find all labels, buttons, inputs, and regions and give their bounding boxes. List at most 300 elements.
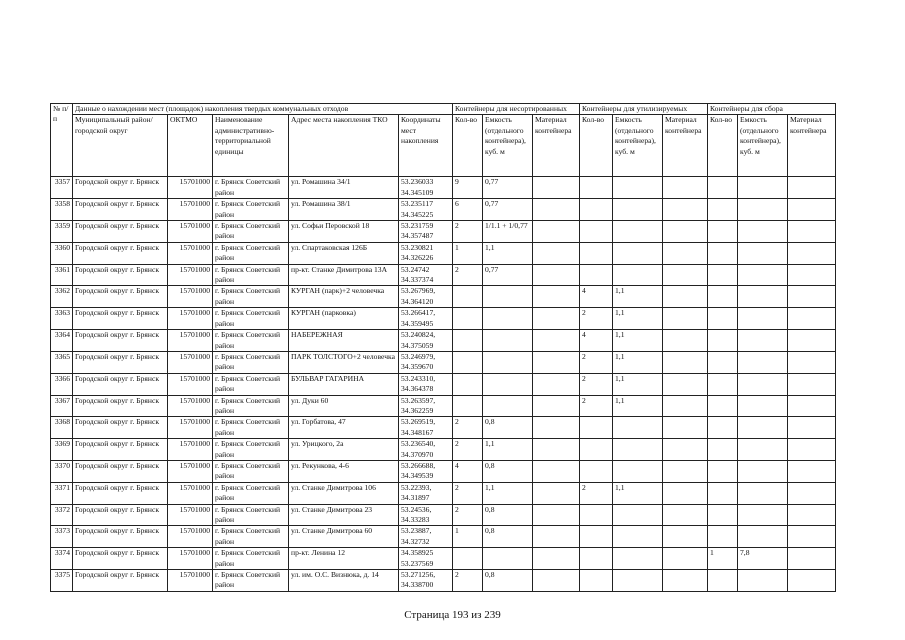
oktmo-cell: 15701000 — [168, 308, 213, 330]
recycle-material-cell — [663, 548, 708, 570]
header-unsorted-capacity: Емкость (отдельного контейнера), куб. м — [483, 115, 533, 177]
recycle-material-cell — [663, 395, 708, 417]
unsorted-qty-cell: 4 — [453, 460, 483, 482]
district-cell: Городской округ г. Брянск — [73, 373, 168, 395]
table-row — [51, 286, 836, 308]
oktmo-cell: 15701000 — [168, 417, 213, 439]
recycle-capacity-cell — [613, 199, 663, 221]
collect-capacity-cell — [738, 482, 788, 504]
header-collect-capacity: Емкость (отдельного контейнера), куб. м — [738, 115, 788, 177]
recycle-material-cell — [663, 264, 708, 286]
oktmo-cell: 15701000 — [168, 570, 213, 592]
recycle-material-cell — [663, 482, 708, 504]
district-cell: Городской округ г. Брянск — [73, 460, 168, 482]
unsorted-material-cell — [533, 242, 580, 264]
recycle-capacity-cell — [613, 221, 663, 243]
recycle-capacity-cell: 1,1 — [613, 373, 663, 395]
coords-cell: 53.230821 34.326226 — [399, 242, 453, 264]
recycle-qty-cell — [580, 504, 613, 526]
coords-cell: 53.235117 34.345225 — [399, 199, 453, 221]
row-number: 3365 — [51, 351, 73, 373]
table-row — [51, 570, 836, 592]
coords-cell: 53.24742 34.337374 — [399, 264, 453, 286]
collect-material-cell — [788, 351, 836, 373]
unsorted-qty-cell: 2 — [453, 504, 483, 526]
row-number: 3360 — [51, 242, 73, 264]
oktmo-cell: 15701000 — [168, 395, 213, 417]
address-cell: ул. им. О.С. Визнюка, д. 14 — [289, 570, 399, 592]
coords-cell: 53.267969, 34.364120 — [399, 286, 453, 308]
coords-cell: 53.266688, 34.349539 — [399, 460, 453, 482]
collect-qty-cell — [708, 439, 738, 461]
recycle-capacity-cell: 1,1 — [613, 482, 663, 504]
address-cell: пр-кт. Станке Димитрова 13А — [289, 264, 399, 286]
coords-cell: 53.23887, 34.32732 — [399, 526, 453, 548]
collect-material-cell — [788, 308, 836, 330]
recycle-capacity-cell — [613, 504, 663, 526]
recycle-capacity-cell: 1,1 — [613, 286, 663, 308]
unsorted-material-cell — [533, 504, 580, 526]
unsorted-capacity-cell: 0,77 — [483, 264, 533, 286]
oktmo-cell: 15701000 — [168, 286, 213, 308]
collect-qty-cell — [708, 221, 738, 243]
coords-cell: 53.22393, 34.31897 — [399, 482, 453, 504]
unsorted-qty-cell — [453, 330, 483, 352]
collect-qty-cell — [708, 199, 738, 221]
collect-qty-cell — [708, 482, 738, 504]
oktmo-cell: 15701000 — [168, 548, 213, 570]
collect-material-cell — [788, 199, 836, 221]
collect-capacity-cell — [738, 351, 788, 373]
unsorted-material-cell — [533, 526, 580, 548]
unsorted-material-cell — [533, 199, 580, 221]
admin-unit-cell: г. Брянск Советский район — [213, 242, 289, 264]
unsorted-capacity-cell — [483, 395, 533, 417]
oktmo-cell: 15701000 — [168, 330, 213, 352]
coords-cell: 53.24536, 34.33283 — [399, 504, 453, 526]
admin-unit-cell: г. Брянск Советский район — [213, 308, 289, 330]
collect-material-cell — [788, 373, 836, 395]
collect-material-cell — [788, 504, 836, 526]
collect-qty-cell — [708, 351, 738, 373]
table-row — [51, 242, 836, 264]
collect-qty-cell: 1 — [708, 548, 738, 570]
recycle-qty-cell: 2 — [580, 308, 613, 330]
collect-capacity-cell — [738, 460, 788, 482]
district-cell: Городской округ г. Брянск — [73, 395, 168, 417]
district-cell: Городской округ г. Брянск — [73, 199, 168, 221]
collect-capacity-cell — [738, 570, 788, 592]
oktmo-cell: 15701000 — [168, 373, 213, 395]
unsorted-capacity-cell: 1,1 — [483, 242, 533, 264]
collect-material-cell — [788, 439, 836, 461]
header-coords: Координаты мест накопления — [399, 115, 453, 177]
recycle-capacity-cell — [613, 177, 663, 199]
admin-unit-cell: г. Брянск Советский район — [213, 417, 289, 439]
collect-capacity-cell — [738, 199, 788, 221]
collect-qty-cell — [708, 395, 738, 417]
table-row — [51, 439, 836, 461]
unsorted-material-cell — [533, 264, 580, 286]
recycle-capacity-cell — [613, 570, 663, 592]
collect-qty-cell — [708, 308, 738, 330]
unsorted-capacity-cell — [483, 548, 533, 570]
coords-cell: 53.243310, 34.364378 — [399, 373, 453, 395]
recycle-qty-cell — [580, 221, 613, 243]
admin-unit-cell: г. Брянск Советский район — [213, 177, 289, 199]
table-row — [51, 460, 836, 482]
collect-capacity-cell — [738, 221, 788, 243]
oktmo-cell: 15701000 — [168, 221, 213, 243]
table-row — [51, 526, 836, 548]
group-header-row — [51, 104, 836, 115]
recycle-qty-cell — [580, 439, 613, 461]
collect-material-cell — [788, 526, 836, 548]
admin-unit-cell: г. Брянск Советский район — [213, 460, 289, 482]
recycle-material-cell — [663, 417, 708, 439]
admin-unit-cell: г. Брянск Советский район — [213, 395, 289, 417]
collect-capacity-cell — [738, 330, 788, 352]
table-row — [51, 417, 836, 439]
district-cell: Городской округ г. Брянск — [73, 504, 168, 526]
recycle-capacity-cell — [613, 264, 663, 286]
admin-unit-cell: г. Брянск Советский район — [213, 548, 289, 570]
address-cell: ул. Спартаковская 126Б — [289, 242, 399, 264]
unsorted-capacity-cell: 1,1 — [483, 439, 533, 461]
collect-capacity-cell — [738, 504, 788, 526]
collect-material-cell — [788, 330, 836, 352]
unsorted-capacity-cell — [483, 351, 533, 373]
collect-qty-cell — [708, 417, 738, 439]
unsorted-qty-cell: 2 — [453, 439, 483, 461]
row-number: 3363 — [51, 308, 73, 330]
recycle-material-cell — [663, 286, 708, 308]
table-row — [51, 395, 836, 417]
recycle-qty-cell: 2 — [580, 395, 613, 417]
collect-material-cell — [788, 417, 836, 439]
district-cell: Городской округ г. Брянск — [73, 417, 168, 439]
unsorted-material-cell — [533, 460, 580, 482]
collect-qty-cell — [708, 570, 738, 592]
row-number: 3375 — [51, 570, 73, 592]
unsorted-qty-cell: 2 — [453, 221, 483, 243]
address-cell: ПАРК ТОЛСТОГО+2 человечка — [289, 351, 399, 373]
unsorted-capacity-cell: 0,8 — [483, 570, 533, 592]
unsorted-qty-cell: 6 — [453, 199, 483, 221]
table-row — [51, 482, 836, 504]
district-cell: Городской округ г. Брянск — [73, 177, 168, 199]
admin-unit-cell: г. Брянск Советский район — [213, 504, 289, 526]
oktmo-cell: 15701000 — [168, 351, 213, 373]
unsorted-material-cell — [533, 308, 580, 330]
oktmo-cell: 15701000 — [168, 199, 213, 221]
coords-cell: 53.263597, 34.362259 — [399, 395, 453, 417]
recycle-qty-cell — [580, 242, 613, 264]
collect-material-cell — [788, 395, 836, 417]
admin-unit-cell: г. Брянск Советский район — [213, 330, 289, 352]
header-recycle-capacity: Емкость (отдельного контейнера), куб. м — [613, 115, 663, 177]
header-group-unsorted: Контейнеры для несортированных — [453, 104, 580, 115]
header-address: Адрес места накопления ТКО — [289, 115, 399, 177]
coords-cell: 53.271256, 34.338700 — [399, 570, 453, 592]
recycle-capacity-cell — [613, 460, 663, 482]
collect-capacity-cell — [738, 373, 788, 395]
address-cell: ул. Ромашина 34/1 — [289, 177, 399, 199]
recycle-qty-cell: 4 — [580, 330, 613, 352]
collect-capacity-cell — [738, 417, 788, 439]
address-cell: КУРГАН (парковка) — [289, 308, 399, 330]
district-cell: Городской округ г. Брянск — [73, 308, 168, 330]
recycle-material-cell — [663, 308, 708, 330]
recycle-qty-cell: 2 — [580, 351, 613, 373]
table-row — [51, 351, 836, 373]
unsorted-qty-cell — [453, 351, 483, 373]
recycle-capacity-cell: 1,1 — [613, 395, 663, 417]
recycle-material-cell — [663, 199, 708, 221]
row-number: 3372 — [51, 504, 73, 526]
recycle-capacity-cell: 1,1 — [613, 330, 663, 352]
admin-unit-cell: г. Брянск Советский район — [213, 482, 289, 504]
header-district: Муниципальный район/городской округ — [73, 115, 168, 177]
coords-cell: 53.240824, 34.375059 — [399, 330, 453, 352]
oktmo-cell: 15701000 — [168, 242, 213, 264]
district-cell: Городской округ г. Брянск — [73, 570, 168, 592]
collect-capacity-cell — [738, 242, 788, 264]
row-number: 3362 — [51, 286, 73, 308]
recycle-material-cell — [663, 526, 708, 548]
address-cell: ул. Станке Димитрова 106 — [289, 482, 399, 504]
coords-cell: 34.358925 53.237569 — [399, 548, 453, 570]
recycle-qty-cell — [580, 417, 613, 439]
header-admin: Наименование административно-территориальной единицы — [213, 115, 289, 177]
unsorted-qty-cell — [453, 308, 483, 330]
row-number: 3366 — [51, 373, 73, 395]
coords-cell: 53.269519, 34.348167 — [399, 417, 453, 439]
recycle-qty-cell — [580, 460, 613, 482]
header-unsorted-qty: Кол-во — [453, 115, 483, 177]
district-cell: Городской округ г. Брянск — [73, 242, 168, 264]
recycle-capacity-cell — [613, 548, 663, 570]
oktmo-cell: 15701000 — [168, 482, 213, 504]
header-group-main: Данные о нахождении мест (площадок) накопления твердых коммунальных отходов — [73, 104, 453, 115]
row-number: 3370 — [51, 460, 73, 482]
unsorted-material-cell — [533, 548, 580, 570]
recycle-material-cell — [663, 570, 708, 592]
collect-capacity-cell — [738, 439, 788, 461]
recycle-material-cell — [663, 439, 708, 461]
row-number: 3361 — [51, 264, 73, 286]
collect-material-cell — [788, 242, 836, 264]
address-cell: ул. Станке Димитрова 60 — [289, 526, 399, 548]
table-row — [51, 177, 836, 199]
unsorted-capacity-cell: 0,77 — [483, 177, 533, 199]
address-cell: ул. Рекункова, 4-6 — [289, 460, 399, 482]
unsorted-qty-cell: 2 — [453, 570, 483, 592]
recycle-material-cell — [663, 504, 708, 526]
header-num: № п/п — [51, 104, 73, 177]
district-cell: Городской округ г. Брянск — [73, 286, 168, 308]
admin-unit-cell: г. Брянск Советский район — [213, 351, 289, 373]
oktmo-cell: 15701000 — [168, 439, 213, 461]
page-number: Страница 193 из 239 — [404, 609, 501, 621]
waste-sites-table — [50, 103, 836, 592]
unsorted-qty-cell: 9 — [453, 177, 483, 199]
admin-unit-cell: г. Брянск Советский район — [213, 286, 289, 308]
recycle-material-cell — [663, 351, 708, 373]
collect-qty-cell — [708, 526, 738, 548]
district-cell: Городской округ г. Брянск — [73, 526, 168, 548]
recycle-material-cell — [663, 460, 708, 482]
unsorted-qty-cell — [453, 286, 483, 308]
row-number: 3368 — [51, 417, 73, 439]
recycle-qty-cell — [580, 199, 613, 221]
unsorted-material-cell — [533, 177, 580, 199]
address-cell: ул. Станке Димитрова 23 — [289, 504, 399, 526]
admin-unit-cell: г. Брянск Советский район — [213, 264, 289, 286]
coords-cell: 53.231759 34.357487 — [399, 221, 453, 243]
unsorted-capacity-cell — [483, 330, 533, 352]
address-cell: ул. Ромашина 38/1 — [289, 199, 399, 221]
admin-unit-cell: г. Брянск Советский район — [213, 526, 289, 548]
table-row — [51, 548, 836, 570]
district-cell: Городской округ г. Брянск — [73, 548, 168, 570]
header-recycle-material: Материал контейнера — [663, 115, 708, 177]
unsorted-capacity-cell: 0,8 — [483, 460, 533, 482]
oktmo-cell: 15701000 — [168, 264, 213, 286]
oktmo-cell: 15701000 — [168, 504, 213, 526]
header-unsorted-material: Материал контейнера — [533, 115, 580, 177]
address-cell: КУРГАН (парк)+2 человечка — [289, 286, 399, 308]
unsorted-qty-cell: 1 — [453, 526, 483, 548]
admin-unit-cell: г. Брянск Советский район — [213, 439, 289, 461]
collect-material-cell — [788, 221, 836, 243]
unsorted-material-cell — [533, 417, 580, 439]
recycle-material-cell — [663, 330, 708, 352]
unsorted-qty-cell: 2 — [453, 417, 483, 439]
table-row — [51, 221, 836, 243]
table-row — [51, 373, 836, 395]
collect-qty-cell — [708, 373, 738, 395]
unsorted-material-cell — [533, 439, 580, 461]
recycle-capacity-cell — [613, 417, 663, 439]
district-cell: Городской округ г. Брянск — [73, 330, 168, 352]
admin-unit-cell: г. Брянск Советский район — [213, 221, 289, 243]
unsorted-qty-cell: 2 — [453, 264, 483, 286]
table-row — [51, 308, 836, 330]
header-collect-material: Материал контейнера — [788, 115, 836, 177]
coords-cell: 53.236033 34.345109 — [399, 177, 453, 199]
unsorted-capacity-cell: 0,77 — [483, 199, 533, 221]
admin-unit-cell: г. Брянск Советский район — [213, 570, 289, 592]
unsorted-qty-cell: 1 — [453, 242, 483, 264]
collect-capacity-cell — [738, 286, 788, 308]
collect-capacity-cell: 7,8 — [738, 548, 788, 570]
column-header-row — [51, 115, 836, 177]
collect-material-cell — [788, 460, 836, 482]
collect-capacity-cell — [738, 264, 788, 286]
unsorted-qty-cell — [453, 373, 483, 395]
unsorted-capacity-cell: 1,1 — [483, 482, 533, 504]
recycle-qty-cell — [580, 570, 613, 592]
collect-material-cell — [788, 482, 836, 504]
row-number: 3369 — [51, 439, 73, 461]
address-cell: ул. Урицкого, 2а — [289, 439, 399, 461]
recycle-qty-cell — [580, 177, 613, 199]
recycle-qty-cell: 2 — [580, 482, 613, 504]
header-group-collect: Контейнеры для сбора — [708, 104, 836, 115]
document-sheet — [50, 103, 836, 592]
unsorted-material-cell — [533, 351, 580, 373]
recycle-capacity-cell — [613, 439, 663, 461]
oktmo-cell: 15701000 — [168, 460, 213, 482]
collect-capacity-cell — [738, 177, 788, 199]
recycle-qty-cell: 4 — [580, 286, 613, 308]
unsorted-capacity-cell: 0,8 — [483, 417, 533, 439]
district-cell: Городской округ г. Брянск — [73, 264, 168, 286]
collect-material-cell — [788, 570, 836, 592]
recycle-qty-cell — [580, 264, 613, 286]
collect-material-cell — [788, 286, 836, 308]
recycle-qty-cell — [580, 526, 613, 548]
recycle-material-cell — [663, 177, 708, 199]
district-cell: Городской округ г. Брянск — [73, 439, 168, 461]
district-cell: Городской округ г. Брянск — [73, 351, 168, 373]
address-cell: БУЛЬВАР ГАГАРИНА — [289, 373, 399, 395]
address-cell: ул. Софьи Перовской 18 — [289, 221, 399, 243]
unsorted-qty-cell — [453, 548, 483, 570]
recycle-qty-cell: 2 — [580, 373, 613, 395]
collect-material-cell — [788, 177, 836, 199]
collect-capacity-cell — [738, 526, 788, 548]
unsorted-capacity-cell — [483, 373, 533, 395]
unsorted-qty-cell: 2 — [453, 482, 483, 504]
collect-qty-cell — [708, 286, 738, 308]
row-number: 3367 — [51, 395, 73, 417]
admin-unit-cell: г. Брянск Советский район — [213, 199, 289, 221]
table-row — [51, 199, 836, 221]
collect-qty-cell — [708, 264, 738, 286]
recycle-material-cell — [663, 221, 708, 243]
unsorted-capacity-cell: 1/1.1 + 1/0,77 — [483, 221, 533, 243]
header-oktmo: ОКТМО — [168, 115, 213, 177]
recycle-capacity-cell — [613, 526, 663, 548]
unsorted-material-cell — [533, 570, 580, 592]
address-cell: пр-кт. Ленина 12 — [289, 548, 399, 570]
unsorted-capacity-cell: 0,8 — [483, 504, 533, 526]
unsorted-material-cell — [533, 286, 580, 308]
collect-qty-cell — [708, 177, 738, 199]
unsorted-qty-cell — [453, 395, 483, 417]
row-number: 3358 — [51, 199, 73, 221]
collect-qty-cell — [708, 460, 738, 482]
header-collect-qty: Кол-во — [708, 115, 738, 177]
collect-capacity-cell — [738, 308, 788, 330]
row-number: 3371 — [51, 482, 73, 504]
unsorted-material-cell — [533, 373, 580, 395]
unsorted-capacity-cell — [483, 286, 533, 308]
collect-capacity-cell — [738, 395, 788, 417]
address-cell: ул. Дуки 60 — [289, 395, 399, 417]
row-number: 3357 — [51, 177, 73, 199]
district-cell: Городской округ г. Брянск — [73, 482, 168, 504]
recycle-capacity-cell: 1,1 — [613, 308, 663, 330]
coords-cell: 53.236540, 34.370970 — [399, 439, 453, 461]
recycle-qty-cell — [580, 548, 613, 570]
collect-qty-cell — [708, 504, 738, 526]
address-cell: ул. Горбатова, 47 — [289, 417, 399, 439]
table-row — [51, 264, 836, 286]
unsorted-capacity-cell — [483, 308, 533, 330]
